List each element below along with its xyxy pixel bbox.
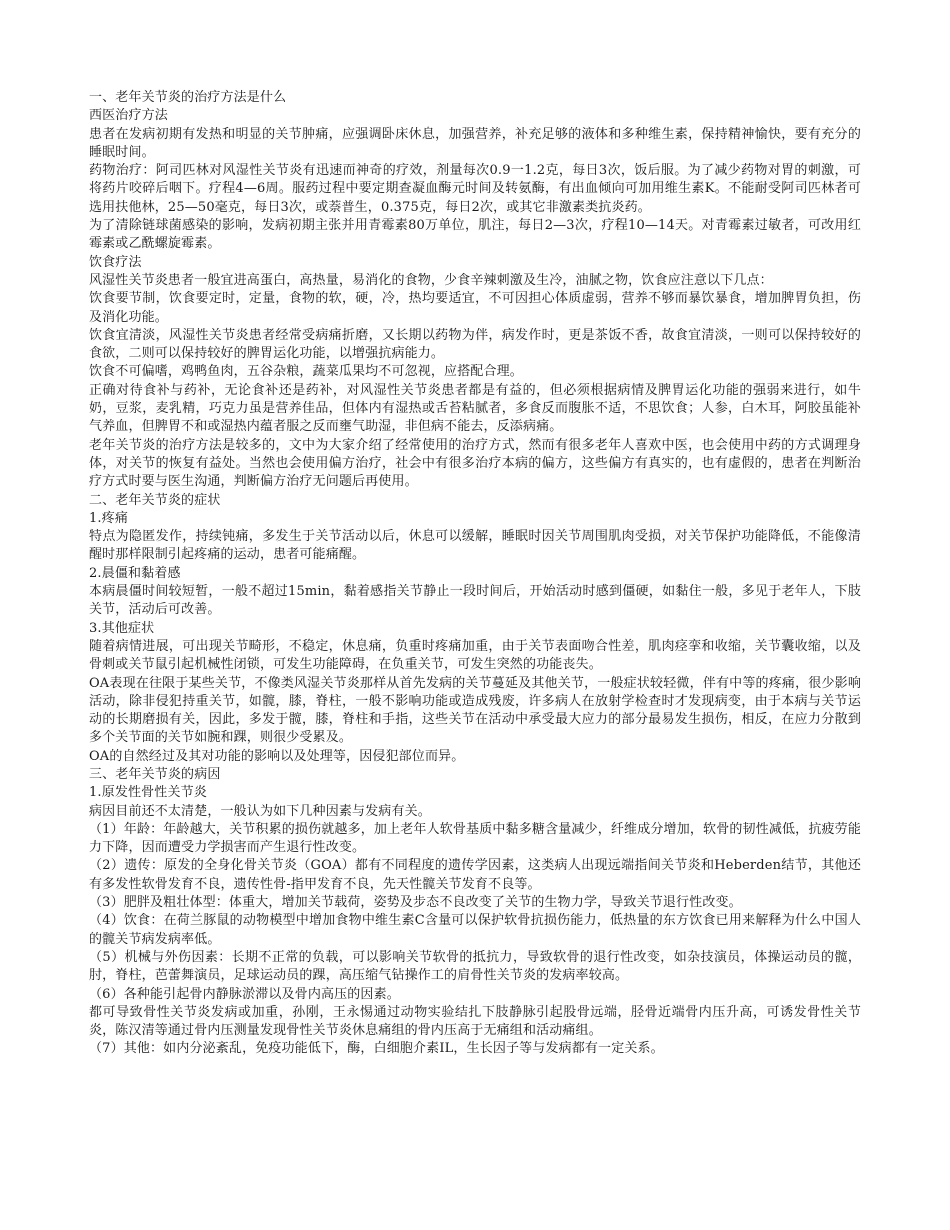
subheading-primary-oa: 1.原发性骨性关节炎: [89, 785, 207, 801]
paragraph: 患者在发病初期有发热和明显的关节肿痛，应强调卧床休息，加强营养，补充足够的液体和多种维生素，保持精神愉快，要有充分的睡眠时间。: [89, 126, 861, 160]
paragraph: OA的自然经过及其对功能的影响以及处理等，因侵犯部位而异。: [89, 748, 465, 764]
paragraph: 风湿性关节炎患者一般宜进高蛋白，高热量，易消化的食物，少食辛辣刺激及生冷，油腻之物，饮食应注意以下几点：: [89, 272, 773, 288]
paragraph: 病因目前还不太清楚，一般认为如下几种因素与发病有关。: [89, 803, 431, 819]
paragraph: 正确对待食补与药补，无论食补还是药补，对风湿性关节炎患者都是有益的，但必须根据病情及脾胃运化功能的强弱来进行，如牛奶，豆浆，麦乳精，巧克力虽是营养佳品，但体内有湿热或舌苔粘腻者，多食反而腹胀不适，不思饮食；人参，白木耳，阿胶虽能补气养血，但脾胃不和或湿热内蕴者服之反而壅气助湿，非但病不能去，反添病痛。: [89, 382, 861, 435]
subheading-morning-stiffness: 2.晨僵和黏着感: [89, 565, 181, 581]
paragraph: OA表现在往限于某些关节，不像类风湿关节炎那样从首先发病的关节蔓延及其他关节，一般症状较轻微，伴有中等的疼痛，很少影响活动，除非侵犯持重关节，如髋，膝，脊柱，一般不影响功能或造成残废，许多病人在放射学检查时才发现病变，由于本病与关节运动的长期磨损有关，因此，多发于髋，膝，脊柱和手指，这些关节在活动中承受最大应力的部分最易发生损伤，相反，在应力分散到多个关节面的关节如腕和踝，则很少受累及。: [89, 675, 861, 746]
paragraph: 饮食要节制，饮食要定时，定量，食物的软，硬，冷，热均要适宜，不可因担心体质虚弱，营养不够而暴饮暴食，增加脾胃负担，伤及消化功能。: [89, 291, 861, 325]
subheading-pain: 1.疼痛: [89, 510, 129, 526]
list-item: （6）各种能引起骨内静脉淤滞以及骨内高压的因素。: [89, 986, 400, 1002]
subheading-diet-therapy: 饮食疗法: [89, 254, 142, 270]
subheading-other-symptoms: 3.其他症状: [89, 620, 155, 636]
paragraph: 饮食不可偏嗜，鸡鸭鱼肉，五谷杂粮，蔬菜瓜果均不可忽视，应搭配合理。: [89, 364, 523, 380]
list-item: （2）遗传：原发的全身化骨关节炎（GOA）都有不同程度的遗传学因素，这类病人出现远端指间关节炎和Heberden结节，其他还有多发性软骨发育不良，遗传性骨-指甲发育不良，先天性髋关节发育不良等。: [89, 858, 861, 892]
paragraph: 老年关节炎的治疗方法是较多的，文中为大家介绍了经常使用的治疗方式，然而有很多老年人喜欢中医，也会使用中药的方式调理身体，对关节的恢复有益处。当然也会使用偏方治疗，社会中有很多治疗本病的偏方，这些偏方有真实的，也有虚假的，患者在判断治疗方式时要与医生沟通，判断偏方治疗无问题后再使用。: [89, 437, 861, 490]
heading-symptoms: 二、老年关节炎的症状: [89, 492, 221, 508]
paragraph: 药物治疗：阿司匹林对风湿性关节炎有迅速而神奇的疗效，剂量每次0.9一1.2克，每日3次，饭后服。为了减少药物对胃的刺激，可将药片咬碎后咽下。疗程4—6周。服药过程中要定期查凝血酶元时间及转氨酶，有出血倾向可加用维生素K。不能耐受阿司匹林者可选用扶他林，25—50毫克，每日3次，或萘普生，0.375克，每日2次，或其它非激素类抗炎药。: [89, 163, 861, 215]
paragraph: 为了清除链球菌感染的影响，发病初期主张并用青霉素80万单位，肌注，每日2—3次，疗程10—14天。对青霉素过敏者，可改用红霉素或乙酰螺旋霉素。: [89, 218, 861, 252]
list-item: （7）其他：如内分泌紊乱，免疫功能低下，酶，白细胞介素IL，生长因子等与发病都有一定关系。: [89, 1041, 664, 1057]
list-item: （3）肥胖及粗壮体型：体重大，增加关节载荷，姿势及步态不良改变了关节的生物力学，导致关节退行性改变。: [89, 895, 742, 911]
list-item: （5）机械与外伤因素：长期不正常的负载，可以影响关节软骨的抵抗力，导致软骨的退行性改变，如杂技演员，体操运动员的髋，肘，脊柱，芭蕾舞演员，足球运动员的踝，高压缩气钻操作工的肩骨性关节炎的发病率较高。: [89, 949, 861, 984]
paragraph: 都可导致骨性关节炎发病或加重，孙刚，王永惕通过动物实验结扎下肢静脉引起股骨远端，胫骨近端骨内压升高，可诱发骨性关节炎，陈汉清等通过骨内压测量发现骨性关节炎休息痛组的骨内压高于无痛组和活动痛组。: [89, 1004, 861, 1039]
paragraph: 特点为隐匿发作，持续钝痛，多发生于关节活动以后，休息可以缓解，睡眠时因关节周围肌肉受损，对关节保护功能降低，不能像清醒时那样限制引起疼痛的运动，患者可能痛醒。: [89, 529, 861, 563]
paragraph: 饮食宜清淡，风湿性关节炎患者经常受病痛折磨，又长期以药物为伴，病发作时，更是茶饭不香，故食宜清淡，一则可以保持较好的食欲，二则可以保持较好的脾胃运化功能，以增强抗病能力。: [89, 327, 861, 362]
paragraph: 本病晨僵时间较短暂，一般不超过15min，黏着感指关节静止一段时间后，开始活动时感到僵硬，如黏住一般，多见于老年人，下肢关节，活动后可改善。: [89, 584, 861, 618]
list-item: （4）饮食：在荷兰豚鼠的动物模型中增加食物中维生素C含量可以保护软骨抗损伤能力，低热量的东方饮食已用来解释为什么中国人的髋关节病发病率低。: [89, 913, 861, 947]
list-item: （1）年龄：年龄越大，关节积累的损伤就越多，加上老年人软骨基质中黏多糖含量减少，纤维成分增加，软骨的韧性减低，抗疲劳能力下降，因而遭受力学损害而产生退行性改变。: [89, 821, 861, 856]
paragraph: 随着病情进展，可出现关节畸形，不稳定，休息痛，负重时疼痛加重，由于关节表面吻合性差，肌肉痉挛和收缩，关节囊收缩，以及骨刺或关节鼠引起机械性闭锁，可发生功能障碍，在负重关节，可发生突然的功能丧失。: [89, 638, 861, 673]
heading-treatment: 一、老年关节炎的治疗方法是什么: [89, 90, 287, 105]
document-body: [89, 89, 861, 1059]
heading-causes: 三、老年关节炎的病因: [89, 766, 221, 782]
subheading-western-medicine: 西医治疗方法: [89, 108, 168, 124]
